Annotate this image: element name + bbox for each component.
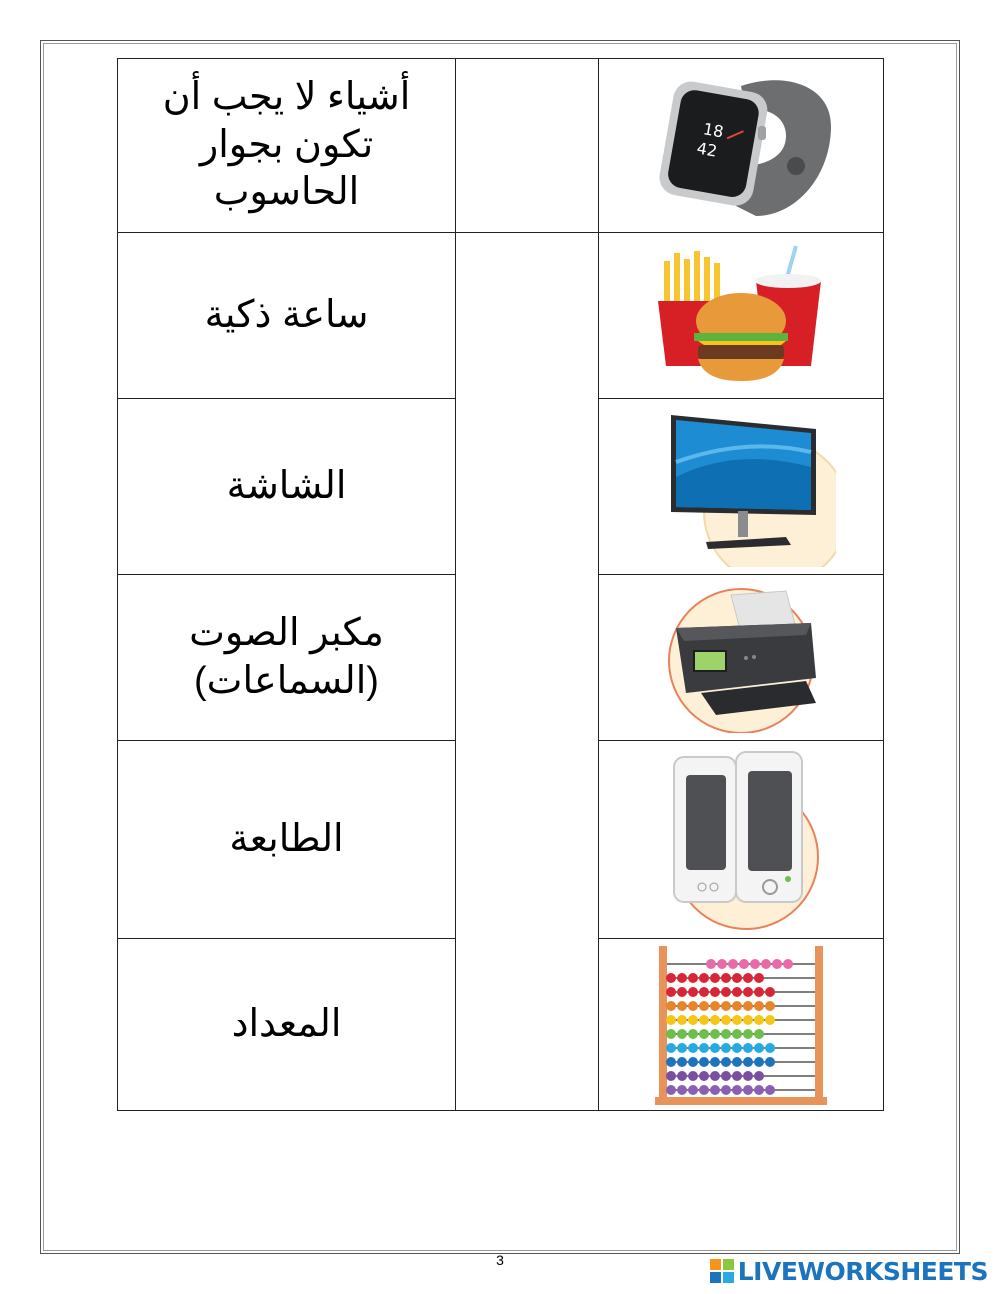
svg-text:42: 42 — [695, 137, 719, 161]
row-label — [118, 399, 456, 575]
row-label — [118, 233, 456, 399]
matching-table — [117, 58, 884, 1111]
liveworksheets-brand[interactable] — [710, 1256, 988, 1286]
smartwatch-image[interactable] — [599, 59, 884, 233]
row-label — [118, 741, 456, 939]
fastfood-image[interactable] — [599, 233, 884, 399]
table-row — [118, 59, 884, 233]
row-label-text: مكبر الصوت (السماعات) — [189, 612, 384, 702]
liveworksheets-logo-icon — [710, 1259, 734, 1283]
monitor-icon — [646, 407, 836, 567]
brand-name: LIVEWORKSHEETS — [737, 1256, 988, 1286]
speakers-image[interactable] — [599, 741, 884, 939]
smartwatch-icon — [646, 66, 836, 226]
row-label — [118, 939, 456, 1111]
answer-drop-zone[interactable] — [456, 59, 599, 233]
row-label-text: المعداد — [231, 1002, 342, 1045]
speakers-icon — [646, 747, 836, 932]
printer-icon — [646, 583, 836, 733]
page-number: 3 — [496, 1252, 504, 1268]
answer-drop-zone[interactable] — [456, 233, 599, 1111]
printer-image[interactable] — [599, 575, 884, 741]
table-row — [118, 233, 884, 399]
svg-text:18: 18 — [701, 118, 726, 141]
row-label — [118, 59, 456, 233]
row-label-text: ساعة ذكية — [204, 293, 369, 336]
row-label-text: أشياء لا يجب أن تكون بجوار الحاسوب — [162, 76, 411, 214]
row-label-text: الطابعة — [229, 817, 344, 860]
monitor-image[interactable] — [599, 399, 884, 575]
row-label — [118, 575, 456, 741]
row-label-text: الشاشة — [226, 464, 347, 507]
abacus-icon — [651, 942, 831, 1107]
abacus-image[interactable] — [599, 939, 884, 1111]
fastfood-icon — [646, 241, 836, 391]
